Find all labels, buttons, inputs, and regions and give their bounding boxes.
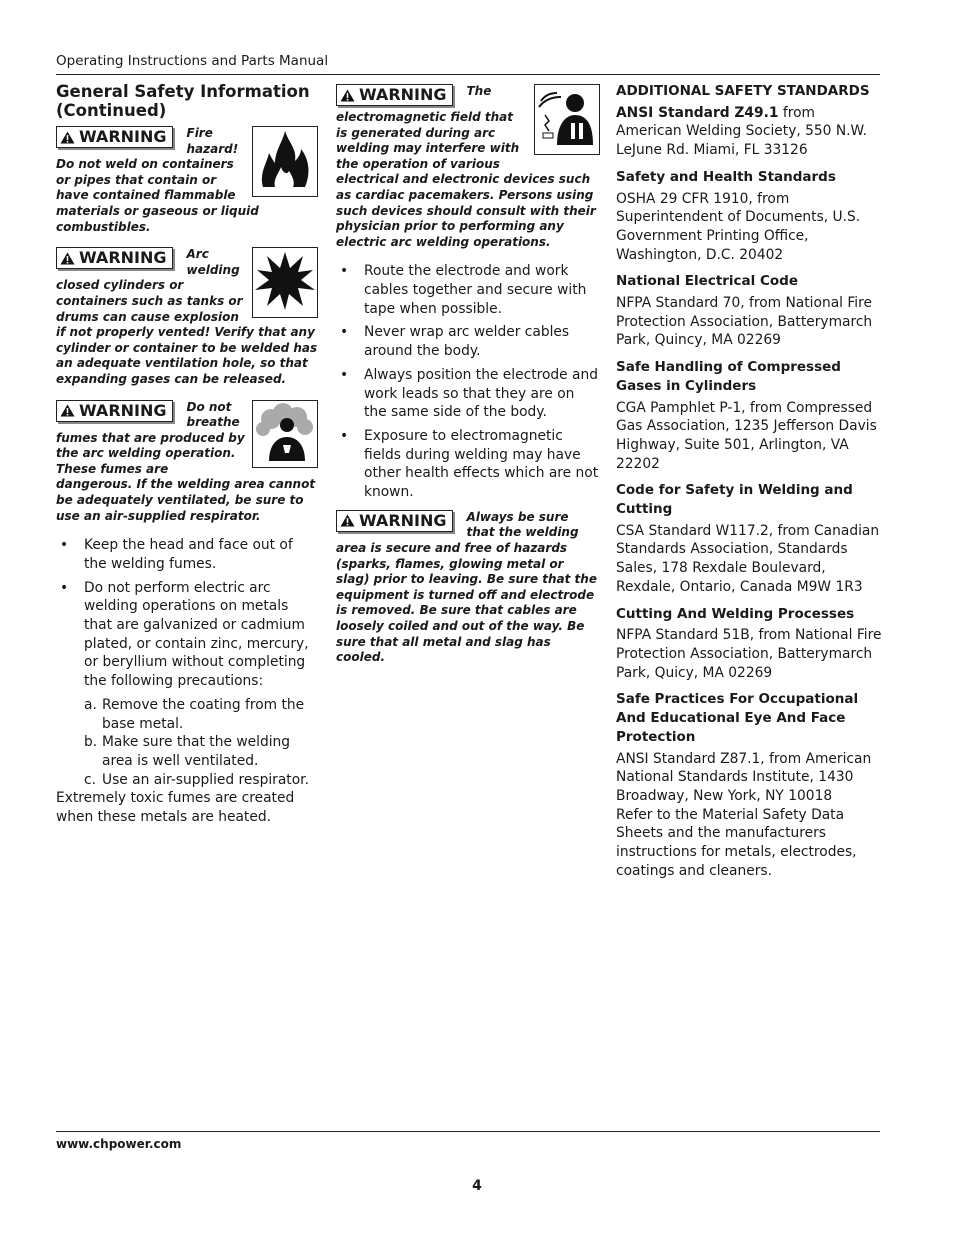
warning-label: WARNING bbox=[359, 510, 447, 530]
column-middle bbox=[336, 84, 600, 678]
list-item: • Do not perform electric arc welding operations on metals that are galvanized or cadmium plated, or contain zinc, mercury, or beryllium without completing the following precautions: bbox=[60, 579, 309, 690]
list-item: • Never wrap arc welder cables around the body. bbox=[340, 324, 570, 360]
standard-entry: NFPA Standard 51B, from National Fire Protection Association, Batterymarch Park, Quicy, MA 02269 bbox=[616, 627, 882, 681]
standard-title: Safety and Health Standards bbox=[616, 168, 836, 185]
warning-text: The electromagnetic field that is generated during arc welding may interfere with the operation of various electrical and electronic devices such as cardiac pacemakers. Persons using such devices should consult with their physician prior to performing any electric arc welding operations. bbox=[336, 84, 596, 249]
warning-fumes bbox=[56, 400, 318, 525]
precautions-sublist bbox=[84, 696, 318, 790]
column-right bbox=[616, 82, 882, 888]
emf-list bbox=[336, 262, 600, 501]
warning-badge bbox=[56, 247, 173, 269]
warning-secure-area bbox=[336, 510, 600, 666]
warning-label: WARNING bbox=[79, 127, 167, 146]
column-left bbox=[56, 82, 318, 827]
list-item: • Route the electrode and work cables together and secure with tape when possible. bbox=[340, 263, 587, 317]
closing-note: Extremely toxic fumes are created when these metals are heated. bbox=[56, 790, 295, 826]
warning-electromagnetic bbox=[336, 84, 600, 250]
warning-badge bbox=[56, 126, 173, 148]
header-rule bbox=[56, 74, 880, 75]
warning-text: Arc welding closed cylinders or containers such as tanks or drums can cause explosion if not properly vented! Verify that any cylinder or container to be welded has an adequate ventilation hole, so that expanding gases can be released. bbox=[56, 247, 318, 386]
explosion-hazard-icon bbox=[252, 247, 318, 318]
standard-title: Safe Handling of Compressed Gases in Cylinders bbox=[616, 359, 841, 394]
page-number: 4 bbox=[472, 1178, 482, 1194]
warning-badge bbox=[56, 400, 173, 422]
section-title: General Safety Information (Continued) bbox=[56, 82, 310, 120]
footer-rule bbox=[56, 1131, 880, 1132]
footer-url: www.chpower.com bbox=[56, 1137, 182, 1151]
warning-text: Do not breathe fumes that are produced by the arc welding operation. These fumes are dangerous. If the welding area cannot be adequately ventilated, be sure to use an air-supplied respirator. bbox=[56, 399, 316, 523]
fumes-hazard-icon bbox=[252, 400, 318, 469]
warning-explosion bbox=[56, 247, 318, 387]
standard-title: Code for Safety in Welding and Cutting bbox=[616, 482, 853, 518]
standard-entry: CGA Pamphlet P-1, from Compressed Gas Association, 1235 Jefferson Davis Highway, Suite 501, Arlington, VA 22202 bbox=[616, 399, 877, 472]
warning-badge bbox=[336, 84, 453, 106]
precautions-list bbox=[56, 536, 318, 691]
warning-triangle-icon bbox=[60, 252, 75, 265]
list-item: a. Remove the coating from the base metal. bbox=[84, 696, 305, 732]
warning-triangle-icon bbox=[60, 131, 75, 144]
warning-text: Fire hazard! Do not weld on containers or pipes that contain or have contained flammable materials or gaseous or liquid combustibles. bbox=[56, 126, 259, 234]
warning-triangle-icon bbox=[60, 404, 75, 417]
warning-triangle-icon bbox=[340, 89, 355, 102]
standard-title: Safe Practices For Occupational And Educational Eye And Face Protection bbox=[616, 691, 859, 745]
standard-entry: OSHA 29 CFR 1910, from Superintendent of Documents, U.S. Government Printing Office, Washington, D.C. 20402 bbox=[616, 190, 861, 263]
standards-heading: ADDITIONAL SAFETY STANDARDS bbox=[616, 83, 870, 99]
standard-title: Cutting And Welding Processes bbox=[616, 605, 855, 622]
list-item: • Keep the head and face out of the welding fumes. bbox=[60, 537, 293, 572]
pacemaker-hazard-icon bbox=[534, 84, 600, 155]
standard-entry: ANSI Standard Z49.1 from American Welding Society, 550 N.W. LeJune Rd. Miami, FL 33126 bbox=[616, 104, 867, 159]
running-header: Operating Instructions and Parts Manual bbox=[56, 53, 329, 69]
warning-badge bbox=[336, 510, 453, 532]
list-item: b. Make sure that the welding area is well ventilated. bbox=[84, 734, 291, 769]
list-item: • Exposure to electromagnetic fields during welding may have other health effects which are not known. bbox=[340, 427, 599, 501]
standard-title: National Electrical Code bbox=[616, 273, 798, 290]
fire-hazard-icon bbox=[252, 126, 318, 197]
standard-entry: NFPA Standard 70, from National Fire Protection Association, Batterymarch Park, Quincy, MA 02269 bbox=[616, 295, 873, 349]
warning-text: Always be sure that the welding area is secure and free of hazards (sparks, flames, glowing metal or slag) prior to leaving. Be sure that the equipment is turned off and electrode is removed. Be sure that cables are loosely coiled and out of the way. Be sure that all metal and slag has cooled. bbox=[336, 509, 597, 665]
list-item: c. Use an air-supplied respirator. bbox=[84, 771, 309, 788]
warning-label: WARNING bbox=[359, 85, 447, 104]
warning-label: WARNING bbox=[79, 248, 167, 268]
msds-note: Refer to the Material Safety Data Sheets and the manufacturers instructions for metals, electrodes, coatings and cleaners. bbox=[616, 806, 857, 879]
warning-label: WARNING bbox=[79, 400, 167, 420]
additional-safety-standards bbox=[616, 82, 882, 880]
standard-entry: CSA Standard W117.2, from Canadian Standards Association, Standards Sales, 178 Rexdale Boulevard, Rexdale, Ontario, Canada M9W 1R3 bbox=[616, 522, 880, 595]
warning-triangle-icon bbox=[340, 514, 355, 527]
list-item: • Always position the electrode and work leads so that they are on the same side of the body. bbox=[340, 366, 599, 421]
warning-fire bbox=[56, 126, 318, 235]
standard-entry: ANSI Standard Z87.1, from American National Standards Institute, 1430 Broadway, New York, NY 10018 bbox=[616, 750, 872, 804]
